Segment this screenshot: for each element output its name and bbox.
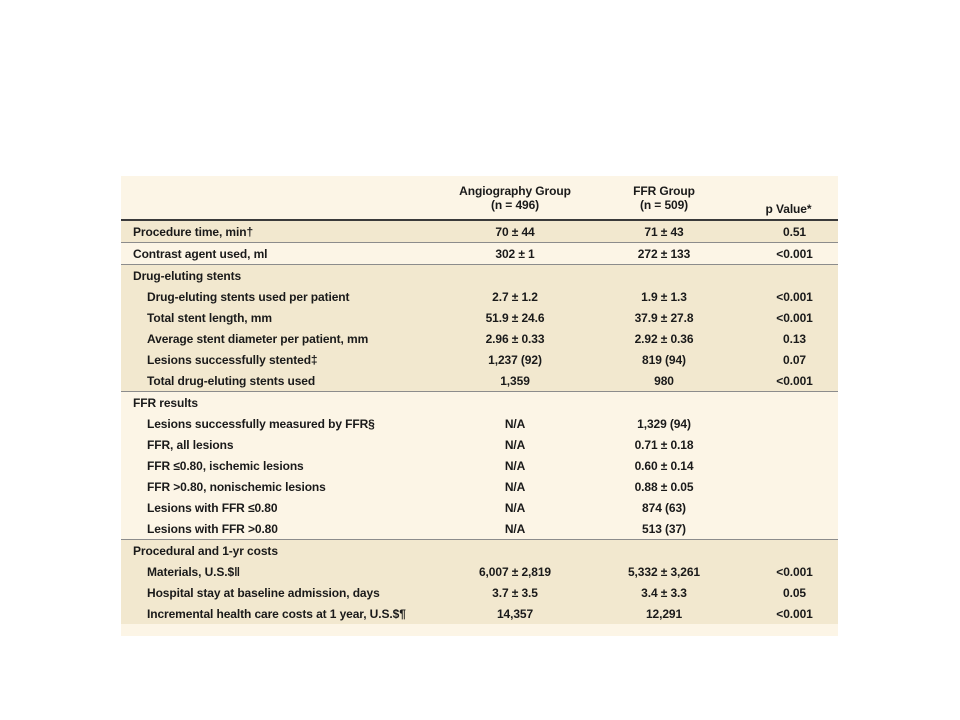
p-value: 0.07: [739, 349, 838, 370]
ffr-value: 272 ± 133: [589, 243, 739, 265]
ffr-value: 37.9 ± 27.8: [589, 307, 739, 328]
ffr-value: 3.4 ± 3.3: [589, 582, 739, 603]
ffr-value: 5,332 ± 3,261: [589, 561, 739, 582]
table-row: [121, 434, 838, 455]
table-row: [121, 413, 838, 434]
ffr-value: 2.92 ± 0.36: [589, 328, 739, 349]
ffr-value: [589, 540, 739, 562]
ffr-value: [589, 265, 739, 287]
ffr-value: 0.88 ± 0.05: [634, 479, 694, 494]
table-row: [121, 307, 838, 328]
row-label: FFR, all lesions: [147, 437, 234, 452]
angiography-value: N/A: [504, 479, 526, 494]
row-label: Lesions successfully measured by FFR§: [147, 416, 375, 431]
row-label: Materials, U.S.$‖: [121, 561, 441, 582]
row-label: Lesions successfully stented‡: [121, 349, 441, 370]
ffr-value: 819 (94): [589, 349, 739, 370]
p-value: 0.51: [739, 220, 838, 243]
p-value: [739, 434, 838, 455]
header-angiography-group: [441, 176, 589, 220]
p-value: [739, 455, 838, 476]
row-label: Lesions with FFR >0.80: [121, 518, 441, 540]
angiography-value: 51.9 ± 24.6: [441, 307, 589, 328]
table-header: [121, 176, 838, 220]
angiography-value: [441, 540, 589, 562]
p-value: <0.001: [739, 561, 838, 582]
angiography-value: [441, 265, 589, 287]
p-value: [739, 518, 838, 540]
angiography-value: 6,007 ± 2,819: [441, 561, 589, 582]
angiography-value: N/A: [504, 500, 526, 515]
header-angiography-title: Angiography Group: [459, 183, 571, 198]
angiography-value: 3.7 ± 3.5: [441, 582, 589, 603]
table-row: [121, 243, 838, 265]
angiography-value: 1,359: [441, 370, 589, 392]
ffr-value: [589, 392, 739, 414]
ffr-value: 980: [589, 370, 739, 392]
angiography-value: N/A: [504, 416, 526, 431]
p-value: [739, 497, 838, 518]
table-body: [121, 220, 838, 624]
row-label: Incremental health care costs at 1 year, U.S.$¶: [121, 603, 441, 624]
section-label: Procedural and 1-yr costs: [121, 540, 441, 562]
row-label: Hospital stay at baseline admission, days: [121, 582, 441, 603]
header-ffr-count: (n = 509): [639, 197, 689, 212]
p-value: 0.13: [739, 328, 838, 349]
row-label: Contrast agent used, ml: [121, 243, 441, 265]
ffr-value: 0.60 ± 0.14: [634, 458, 694, 473]
p-value: <0.001: [739, 286, 838, 307]
results-table: [121, 176, 838, 624]
angiography-value: N/A: [504, 437, 526, 452]
angiography-value: 302 ± 1: [441, 243, 589, 265]
table-row: [121, 518, 838, 540]
row-label: Average stent diameter per patient, mm: [121, 328, 441, 349]
table-row: [121, 286, 838, 307]
angiography-value: 2.7 ± 1.2: [441, 286, 589, 307]
row-label: Total stent length, mm: [121, 307, 441, 328]
ffr-value: 12,291: [589, 603, 739, 624]
angiography-value: 2.96 ± 0.33: [441, 328, 589, 349]
table-row: [121, 603, 838, 624]
header-label-column: [121, 176, 441, 220]
row-label: Drug-eluting stents used per patient: [121, 286, 441, 307]
angiography-value: N/A: [504, 458, 526, 473]
section-label: Drug-eluting stents: [121, 265, 441, 287]
table-row: [121, 220, 838, 243]
table-row: [121, 497, 838, 518]
table-row: [121, 370, 838, 392]
row-label: Procedure time, min†: [121, 220, 441, 243]
table-row: [121, 328, 838, 349]
ffr-value: 513 (37): [589, 518, 739, 540]
section-row-procedural-costs: [121, 540, 838, 562]
ffr-value: 874 (63): [642, 500, 686, 515]
ffr-value: 71 ± 43: [589, 220, 739, 243]
header-p-value: p Value*: [739, 176, 838, 220]
section-row-drug-eluting-stents: [121, 265, 838, 287]
ffr-value: 1.9 ± 1.3: [589, 286, 739, 307]
header-ffr-title: FFR Group: [633, 183, 695, 198]
table-row: [121, 455, 838, 476]
results-table-panel: [121, 176, 838, 636]
row-label: Lesions with FFR ≤0.80: [147, 500, 278, 515]
ffr-value: 1,329 (94): [637, 416, 691, 431]
table-row: [121, 349, 838, 370]
header-angiography-count: (n = 496): [490, 197, 540, 212]
p-value: [739, 476, 838, 497]
row-label: FFR >0.80, nonischemic lesions: [147, 479, 326, 494]
p-value: <0.001: [739, 243, 838, 265]
angiography-value: 1,237 (92): [441, 349, 589, 370]
p-value: 0.05: [739, 582, 838, 603]
ffr-value: 0.71 ± 0.18: [634, 437, 694, 452]
table-row: [121, 582, 838, 603]
table-row: [121, 561, 838, 582]
row-label: FFR ≤0.80, ischemic lesions: [147, 458, 304, 473]
angiography-value: 70 ± 44: [441, 220, 589, 243]
p-value: [739, 540, 838, 562]
p-value: <0.001: [739, 603, 838, 624]
header-row: [121, 176, 838, 220]
section-label: FFR results: [133, 395, 198, 410]
p-value: [739, 413, 838, 434]
section-row-ffr-results: [121, 392, 838, 414]
row-label: Total drug-eluting stents used: [121, 370, 441, 392]
header-ffr-group: [589, 176, 739, 220]
table-row: [121, 476, 838, 497]
p-value: [739, 392, 838, 414]
angiography-value: 14,357: [441, 603, 589, 624]
p-value: [739, 265, 838, 287]
p-value: <0.001: [739, 307, 838, 328]
angiography-value: N/A: [441, 518, 589, 540]
angiography-value: [441, 392, 589, 414]
p-value: <0.001: [739, 370, 838, 392]
